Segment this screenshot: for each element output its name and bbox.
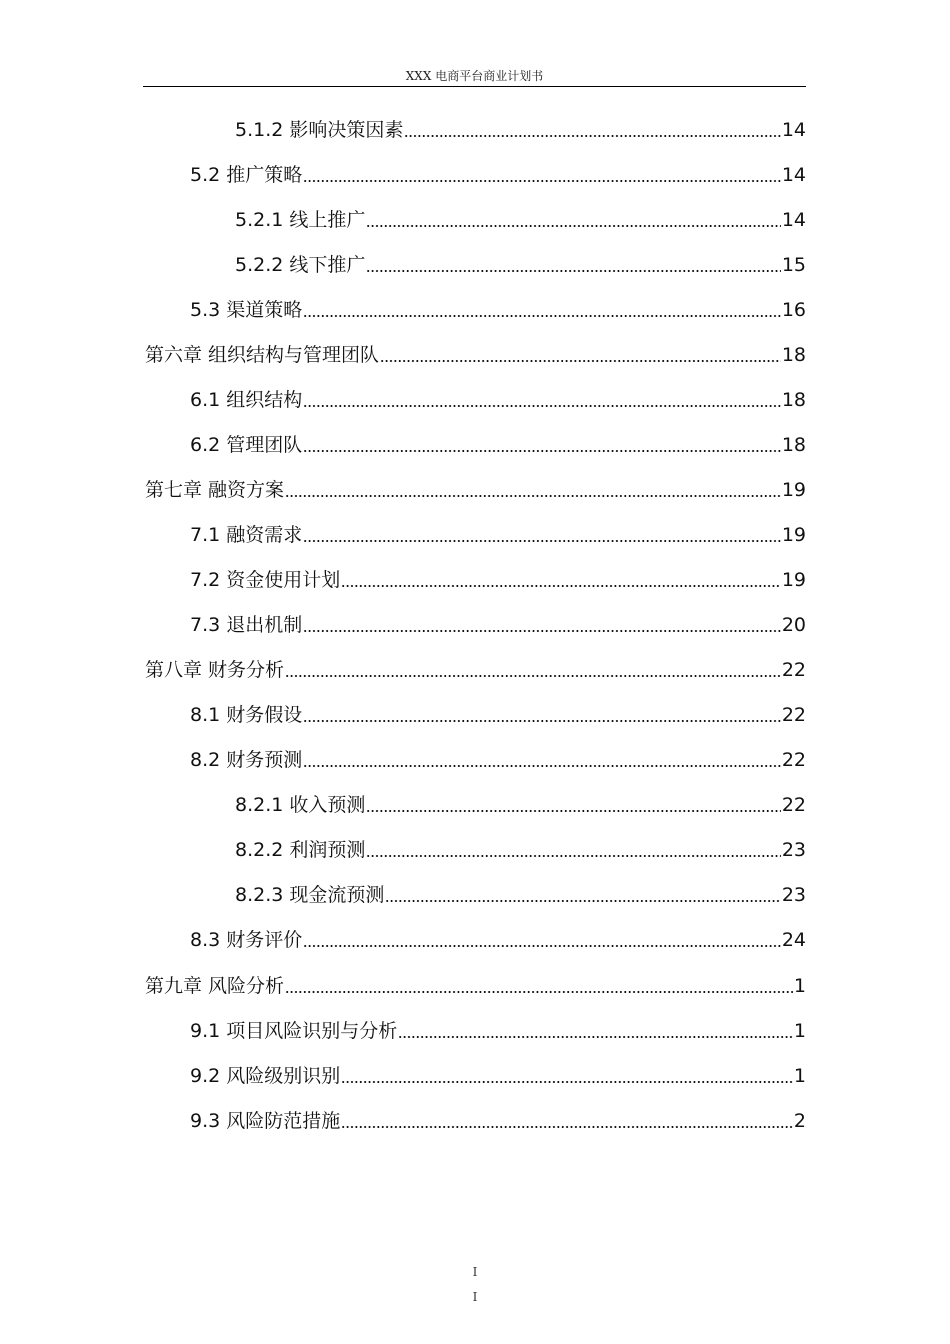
- dot-leader: [285, 494, 781, 498]
- toc-entry[interactable]: [190, 430, 806, 460]
- dot-leader: [303, 449, 781, 453]
- toc-entry[interactable]: [190, 1016, 806, 1046]
- dot-leader: [385, 899, 780, 903]
- toc-entry-page: 1: [793, 1020, 806, 1042]
- toc-entry-title: 第九章 风险分析: [145, 975, 285, 997]
- toc-entry-page: 22: [781, 704, 806, 726]
- toc-entry-title: 6.2 管理团队: [190, 434, 303, 456]
- toc-entry-page: 18: [781, 344, 806, 366]
- toc-entry-page: 22: [781, 749, 806, 771]
- dot-leader: [366, 269, 780, 273]
- dot-leader: [341, 1080, 793, 1084]
- toc-entry[interactable]: [235, 115, 806, 145]
- toc-entry-title: 8.2 财务预测: [190, 749, 303, 771]
- dot-leader: [303, 944, 781, 948]
- dot-leader: [341, 1125, 793, 1129]
- toc-entry-title: 5.2 推广策略: [190, 164, 303, 186]
- toc-entry-title: 8.1 财务假设: [190, 704, 303, 726]
- dot-leader: [366, 809, 780, 813]
- toc-entry-page: 23: [781, 839, 806, 861]
- toc-entry-title: 5.2.2 线下推广: [235, 254, 366, 276]
- toc-entry-page: 18: [781, 434, 806, 456]
- dot-leader: [303, 404, 781, 408]
- toc-entry[interactable]: [190, 565, 806, 595]
- dot-leader: [380, 359, 781, 363]
- toc-entry-page: 2: [793, 1110, 806, 1132]
- page-number: I: [472, 1265, 478, 1279]
- toc-entry-title: 5.3 渠道策略: [190, 299, 303, 321]
- page-number-continued: I: [472, 1290, 478, 1304]
- toc-entry-title: 6.1 组织结构: [190, 389, 303, 411]
- dot-leader: [398, 1035, 793, 1039]
- toc-entry-page: 14: [781, 119, 806, 141]
- toc-entry-title: 7.2 资金使用计划: [190, 569, 341, 591]
- toc-entry-title: 9.3 风险防范措施: [190, 1110, 341, 1132]
- toc-entry-page: 19: [781, 569, 806, 591]
- toc-entry[interactable]: [145, 340, 806, 370]
- toc-entry[interactable]: [145, 475, 806, 505]
- toc-entry-title: 8.2.3 现金流预测: [235, 884, 385, 906]
- toc-entry-page: 16: [781, 299, 806, 321]
- toc-entry-title: 8.2.2 利润预测: [235, 839, 366, 861]
- toc-entry[interactable]: [190, 745, 806, 775]
- dot-leader: [303, 764, 781, 768]
- toc-entry-page: 23: [781, 884, 806, 906]
- toc-entry[interactable]: [190, 1106, 806, 1136]
- toc-entry[interactable]: [235, 790, 806, 820]
- dot-leader: [341, 584, 781, 588]
- dot-leader: [366, 224, 780, 228]
- dot-leader: [303, 539, 781, 543]
- toc-entry[interactable]: [190, 295, 806, 325]
- toc-entry[interactable]: [190, 610, 806, 640]
- toc-entry[interactable]: [235, 880, 806, 910]
- toc-entry-title: 5.1.2 影响决策因素: [235, 119, 404, 141]
- toc-entry[interactable]: [235, 835, 806, 865]
- toc-entry-title: 第八章 财务分析: [145, 659, 285, 681]
- toc-entry-page: 20: [781, 614, 806, 636]
- toc-entry-page: 19: [781, 524, 806, 546]
- toc-entry-page: 22: [781, 659, 806, 681]
- toc-entry-title: 第六章 组织结构与管理团队: [145, 344, 380, 366]
- toc-entry-title: 9.1 项目风险识别与分析: [190, 1020, 398, 1042]
- toc-entry-title: 8.3 财务评价: [190, 929, 303, 951]
- toc-entry-page: 1: [793, 975, 806, 997]
- toc-entry-title: 7.3 退出机制: [190, 614, 303, 636]
- toc-entry-page: 15: [781, 254, 806, 276]
- toc-entry[interactable]: [235, 205, 806, 235]
- toc-entry-page: 1: [793, 1065, 806, 1087]
- toc-entry-page: 14: [781, 209, 806, 231]
- dot-leader: [285, 990, 793, 994]
- toc-entry-page: 18: [781, 389, 806, 411]
- toc-entry-title: 9.2 风险级别识别: [190, 1065, 341, 1087]
- dot-leader: [303, 179, 781, 183]
- dot-leader: [404, 134, 780, 138]
- toc-entry-title: 5.2.1 线上推广: [235, 209, 366, 231]
- toc-entry-page: 19: [781, 479, 806, 501]
- toc-entry[interactable]: [190, 925, 806, 955]
- dot-leader: [285, 674, 781, 678]
- dot-leader: [366, 854, 780, 858]
- toc-entry[interactable]: [190, 1061, 806, 1091]
- toc-entry[interactable]: [190, 520, 806, 550]
- header-divider: [143, 86, 806, 87]
- toc-entry-page: 24: [781, 929, 806, 951]
- toc-entry-page: 14: [781, 164, 806, 186]
- toc-entry[interactable]: [190, 385, 806, 415]
- toc-entry-title: 7.1 融资需求: [190, 524, 303, 546]
- dot-leader: [303, 719, 781, 723]
- toc-entry[interactable]: [235, 250, 806, 280]
- toc-entry-title: 8.2.1 收入预测: [235, 794, 366, 816]
- dot-leader: [303, 314, 781, 318]
- toc-entry-title: 第七章 融资方案: [145, 479, 285, 501]
- dot-leader: [303, 629, 781, 633]
- toc-entry[interactable]: [190, 700, 806, 730]
- page-header-title: XXX 电商平台商业计划书: [405, 69, 544, 83]
- toc-entry[interactable]: [145, 971, 806, 1001]
- toc-entry[interactable]: [190, 160, 806, 190]
- toc-entry-page: 22: [781, 794, 806, 816]
- toc-entry[interactable]: [145, 655, 806, 685]
